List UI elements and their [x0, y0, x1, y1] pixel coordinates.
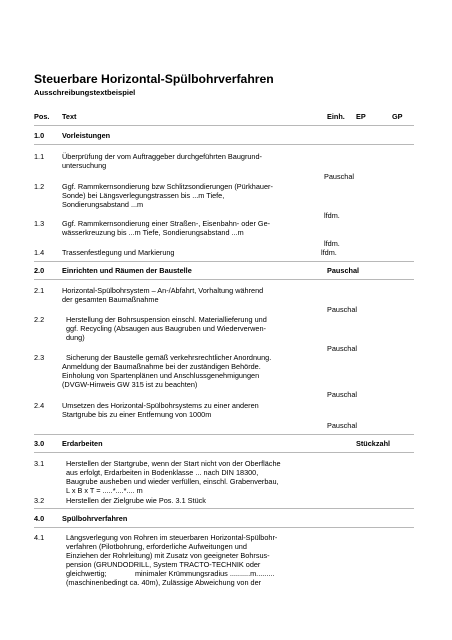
- item-text-line: Längsverlegung von Rohren im steuerbaren Horizontal-Spülbohr-: [66, 533, 278, 542]
- item-pos-1-1: 1.1: [34, 152, 45, 161]
- item-unit: lfdm.: [324, 239, 340, 248]
- item-text-line: Einholung von Spartenplänen und Anschlussgenehmigungen: [62, 371, 260, 380]
- section-unit: Stückzahl: [356, 439, 391, 448]
- item-unit: Pauschal: [327, 421, 358, 430]
- item-text-line: Sonde) bei Längsverlegungstrassen bis ...m Tiefe,: [62, 191, 225, 200]
- item-text-line: gleichwertig; minimaler Krümmungsradius ..........m.........: [66, 569, 275, 578]
- item-pos-1-4: 1.4: [34, 248, 45, 257]
- item-unit: Pauschal: [327, 390, 358, 399]
- item-text-line: aus erfolgt, Erdarbeiten in Bodenklasse ... nach DIN 18300,: [66, 468, 259, 477]
- item-text-line: Herstellen der Startgrube, wenn der Start nicht von der Oberfläche: [66, 459, 281, 468]
- item-text-line: Horizontal-Spülbohrsystem – An-/Abfahrt, Vorhaltung während: [62, 286, 264, 295]
- item-text-line: L x B x T = .....*....*.... m: [66, 486, 143, 495]
- item-text-line: Ggf. Rammkernsondierung einer Straßen-, Eisenbahn- oder Ge-: [62, 219, 271, 228]
- item-unit: Pauschal: [324, 172, 355, 181]
- section-number: 1.0: [34, 131, 45, 140]
- section-divider: [34, 527, 414, 528]
- section-unit: Pauschal: [327, 266, 360, 275]
- section-title: Erdarbeiten: [62, 439, 103, 448]
- header-pos: Pos.: [34, 112, 50, 121]
- item-pos-3-2: 3.2: [34, 496, 45, 505]
- item-text-line: pension (GRUNDODRILL, System TRACTO-TECHNIK oder: [66, 560, 261, 569]
- item-text-line: Baugrube ausheben und wieder verfüllen, einschl. Grabenverbau,: [66, 477, 279, 486]
- item-pos-2-4: 2.4: [34, 401, 45, 410]
- item-text-line: dung): [66, 333, 85, 342]
- section-divider: [34, 508, 414, 509]
- item-text-line: der gesamten Baumaßnahme: [62, 295, 159, 304]
- item-text-line: verfahren (Pilotbohrung, erforderliche Aufweitungen und: [66, 542, 247, 551]
- item-pos-2-1: 2.1: [34, 286, 45, 295]
- header-einh: Einh.: [327, 112, 345, 121]
- item-text-line: ggf. Recycling (Absaugen aus Baugruben und Wiederverwen-: [66, 324, 266, 333]
- item-pos-3-1: 3.1: [34, 459, 45, 468]
- item-text-line: Anmeldung der Baumaßnahme bei der zuständigen Behörde.: [62, 362, 261, 371]
- item-pos-1-3: 1.3: [34, 219, 45, 228]
- section-title: Vorleistungen: [62, 131, 111, 140]
- section-divider: [34, 279, 414, 280]
- section-divider: [34, 434, 414, 435]
- item-pos-2-3: 2.3: [34, 353, 45, 362]
- item-text-line: Herstellung der Bohrsuspension einschl. Materiallieferung und: [66, 315, 267, 324]
- item-text-line: Startgrube bis zu einer Entfernung von 1000m: [62, 410, 212, 419]
- item-text-line: Herstellen der Zielgrube wie Pos. 3.1 Stück: [66, 496, 206, 505]
- header-text: Text: [62, 112, 77, 121]
- item-unit: lfdm.: [324, 211, 340, 220]
- section-divider: [34, 452, 414, 453]
- page-title: Steuerbare Horizontal-Spülbohrverfahren: [34, 72, 274, 86]
- section-title: Spülbohrverfahren: [62, 514, 128, 523]
- item-unit: Pauschal: [327, 344, 358, 353]
- section-divider: [34, 144, 414, 145]
- item-text-line: Sicherung der Baustelle gemäß verkehrsrechtlicher Anordnung.: [66, 353, 272, 362]
- item-text-line: Umsetzen des Horizontal-Spülbohrsystems zu einer anderen: [62, 401, 259, 410]
- item-text-line: Einziehen der Rohrleitung) mit Zusatz von geeigneter Bohrsus-: [66, 551, 270, 560]
- header-ep: EP: [356, 112, 366, 121]
- section-number: 4.0: [34, 514, 45, 523]
- item-text-line: untersuchung: [62, 161, 107, 170]
- header-gp: GP: [392, 112, 403, 121]
- item-unit: Pauschal: [327, 305, 358, 314]
- page-subtitle: Ausschreibungstextbeispiel: [34, 88, 136, 97]
- item-text-line: Überprüfung der vom Auftraggeber durchgeführten Baugrund-: [62, 152, 262, 161]
- header-divider: [34, 125, 414, 126]
- item-text-line: Sondierungsabstand ...m: [62, 200, 144, 209]
- section-divider: [34, 261, 414, 262]
- section-number: 2.0: [34, 266, 45, 275]
- item-text-line: Trassenfestlegung und Markierung: [62, 248, 175, 257]
- item-text-line: (DVGW-Hinweis GW 315 ist zu beachten): [62, 380, 198, 389]
- item-pos-1-2: 1.2: [34, 182, 45, 191]
- item-unit: lfdm.: [321, 248, 337, 257]
- item-text-line: Ggf. Rammkernsondierung bzw Schlitzsondierungen (Pürkhauer-: [62, 182, 273, 191]
- item-pos-4-1: 4.1: [34, 533, 45, 542]
- item-text-line: (maschinenbedingt ca. 40m), Zulässige Abweichung von der: [66, 578, 262, 587]
- section-number: 3.0: [34, 439, 45, 448]
- section-title: Einrichten und Räumen der Baustelle: [62, 266, 192, 275]
- item-text-line: wässerkreuzung bis ...m Tiefe, Sondierungsabstand ...m: [62, 228, 244, 237]
- item-pos-2-2: 2.2: [34, 315, 45, 324]
